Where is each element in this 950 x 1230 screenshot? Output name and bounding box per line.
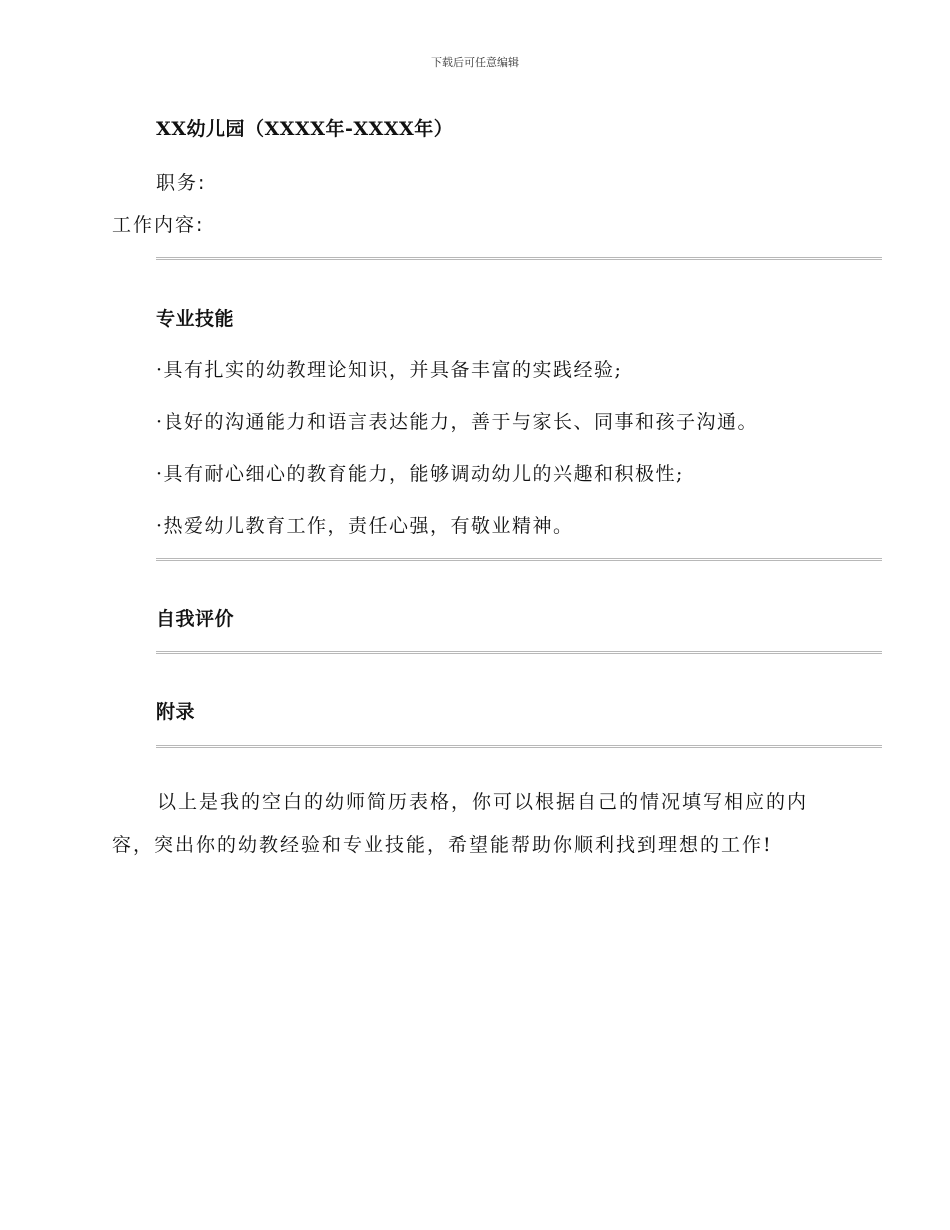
section-divider [156,257,882,260]
section-divider [156,558,882,561]
self-evaluation-heading: 自我评价 [156,608,235,630]
closing-paragraph: 以上是我的空白的幼师简历表格，你可以根据自己的情况填写相应的内容，突出你的幼教经验和专业技能，希望能帮助你顺利找到理想的工作! [112,791,809,856]
section-divider [156,745,882,748]
skill-item: ·具有扎实的幼教理论知识，并具备丰富的实践经验; [156,359,623,381]
experience-org-line: XX幼儿园（XXXX年-XXXX年） [156,118,454,140]
position-label: 职务: [156,172,207,194]
section-divider [156,651,882,654]
skill-item: ·良好的沟通能力和语言表达能力，善于与家长、同事和孩子沟通。 [156,411,759,433]
appendix-heading: 附录 [156,701,196,723]
skill-item: ·热爱幼儿教育工作，责任心强，有敬业精神。 [156,515,574,537]
work-content-label: 工作内容: [112,214,205,236]
skills-heading: 专业技能 [156,308,235,330]
header-note: 下载后可任意编辑 [431,56,519,69]
skill-item: ·具有耐心细心的教育能力，能够调动幼儿的兴趣和积极性; [156,463,684,485]
